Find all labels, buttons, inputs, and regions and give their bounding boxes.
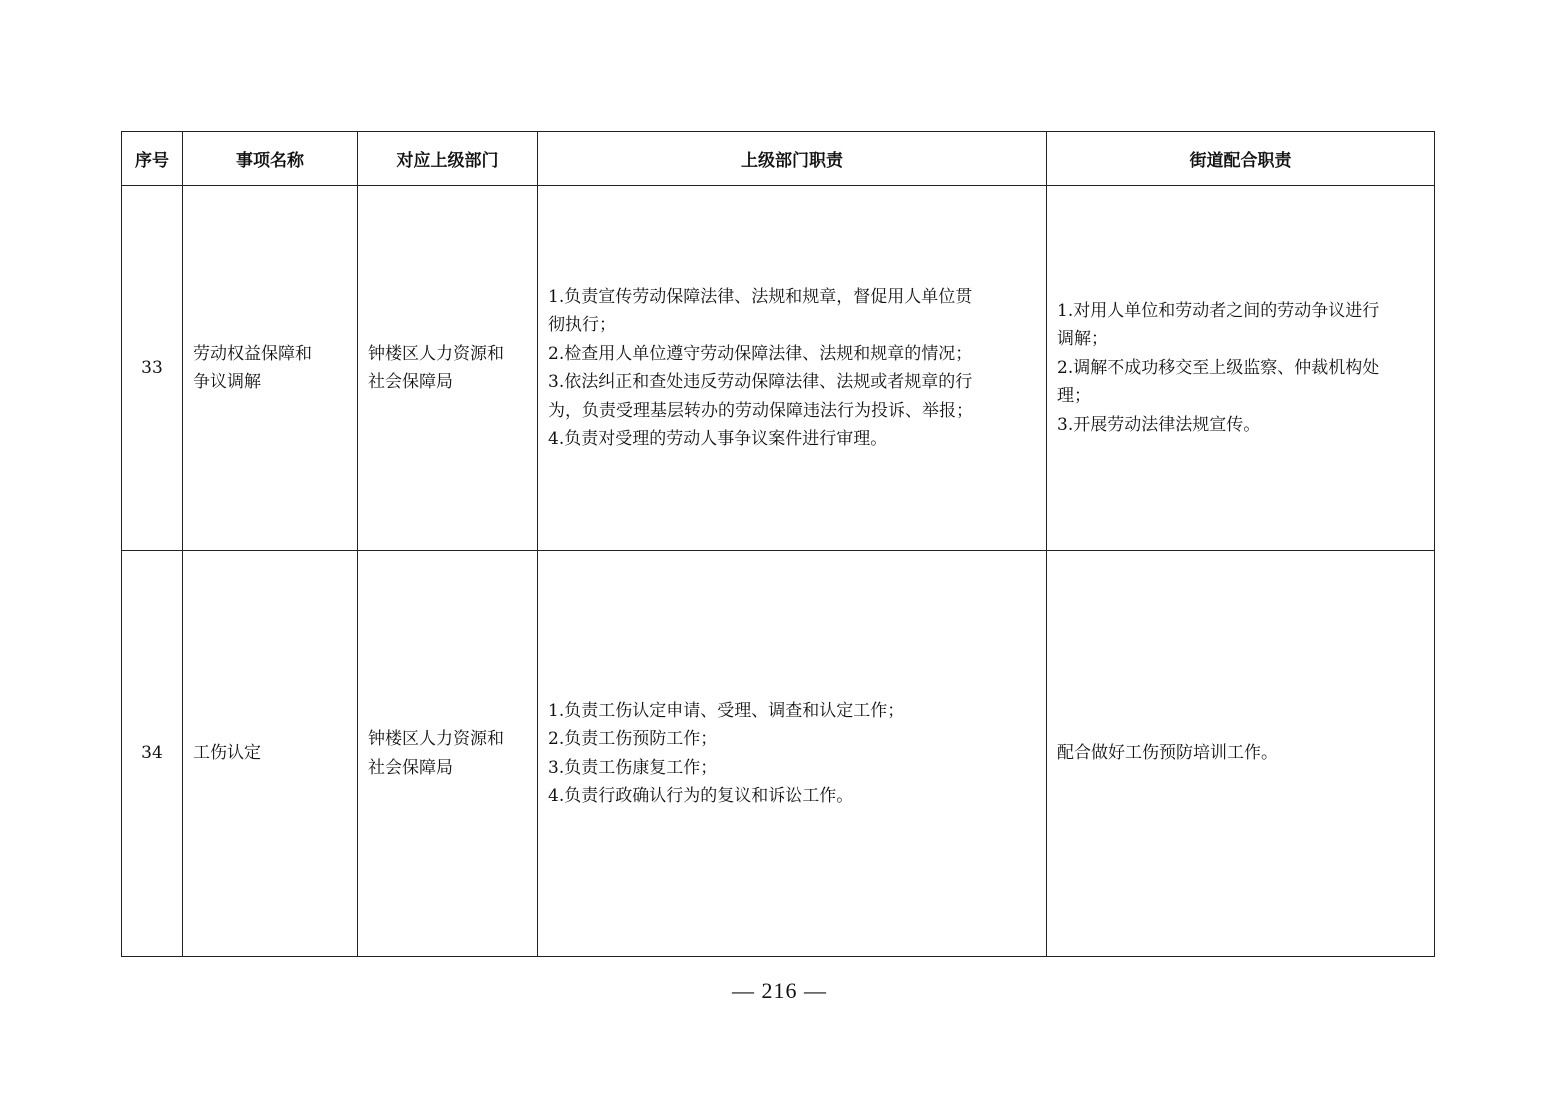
street-duty-line: 2.调解不成功移交至上级监察、仲裁机构处 — [1057, 357, 1380, 378]
street-duty-line: 配合做好工伤预防培训工作。 — [1057, 743, 1278, 764]
table-row — [122, 551, 1435, 957]
item-name-line: 争议调解 — [193, 372, 261, 392]
department-line: 社会保障局 — [368, 372, 453, 392]
department-line: 钟楼区人力资源和 — [368, 729, 504, 749]
upper-duty-line: 彻执行； — [548, 315, 616, 335]
row-upper-duties — [538, 186, 1047, 551]
row-department — [358, 551, 538, 957]
upper-duty-line: 3.依法纠正和查处违反劳动保障法律、法规或者规章的行 — [548, 372, 973, 392]
row-department — [358, 186, 538, 551]
street-duty-line: 1.对用人单位和劳动者之间的劳动争议进行 — [1057, 300, 1380, 321]
header-upper-department-duties: 上级部门职责 — [538, 132, 1047, 186]
upper-duty-line: 2.检查用人单位遵守劳动保障法律、法规和规章的情况； — [548, 343, 973, 364]
row-item-name — [183, 551, 358, 957]
table-body — [122, 186, 1435, 957]
row-serial-number: 34 — [122, 551, 183, 957]
row-street-duties — [1047, 186, 1435, 551]
upper-duty-line: 3.负责工伤康复工作； — [548, 757, 718, 778]
department-line: 钟楼区人力资源和 — [368, 343, 504, 364]
row-upper-duties — [538, 551, 1047, 957]
row-item-name — [183, 186, 358, 551]
upper-duty-line: 2.负责工伤预防工作； — [548, 729, 718, 749]
header-row — [122, 132, 1435, 186]
street-duty-line: 3.开展劳动法律法规宣传。 — [1057, 414, 1261, 435]
department-line: 社会保障局 — [368, 757, 453, 778]
header-serial-number: 序号 — [122, 132, 183, 186]
header-item-name: 事项名称 — [183, 132, 358, 186]
row-serial-number: 33 — [122, 186, 183, 551]
table-header — [122, 132, 1435, 186]
upper-duty-line: 为，负责受理基层转办的劳动保障违法行为投诉、举报； — [548, 400, 973, 421]
street-duty-line: 理； — [1057, 386, 1091, 407]
upper-duty-line: 4.负责对受理的劳动人事争议案件进行审理。 — [548, 429, 888, 449]
upper-duty-line: 1.负责工伤认定申请、受理、调查和认定工作； — [548, 700, 905, 721]
header-upper-department: 对应上级部门 — [358, 132, 538, 186]
row-street-duties — [1047, 551, 1435, 957]
upper-duty-line: 1.负责宣传劳动保障法律、法规和规章，督促用人单位贯 — [548, 286, 973, 307]
page-number: — 216 — — [732, 978, 827, 1003]
header-street-duties: 街道配合职责 — [1047, 132, 1435, 186]
item-name-line: 劳动权益保障和 — [193, 343, 312, 364]
street-duty-line: 调解； — [1057, 329, 1108, 350]
table-row — [122, 186, 1435, 551]
responsibility-table — [121, 131, 1435, 957]
item-name-line: 工伤认定 — [193, 743, 261, 764]
upper-duty-line: 4.负责行政确认行为的复议和诉讼工作。 — [548, 786, 854, 806]
